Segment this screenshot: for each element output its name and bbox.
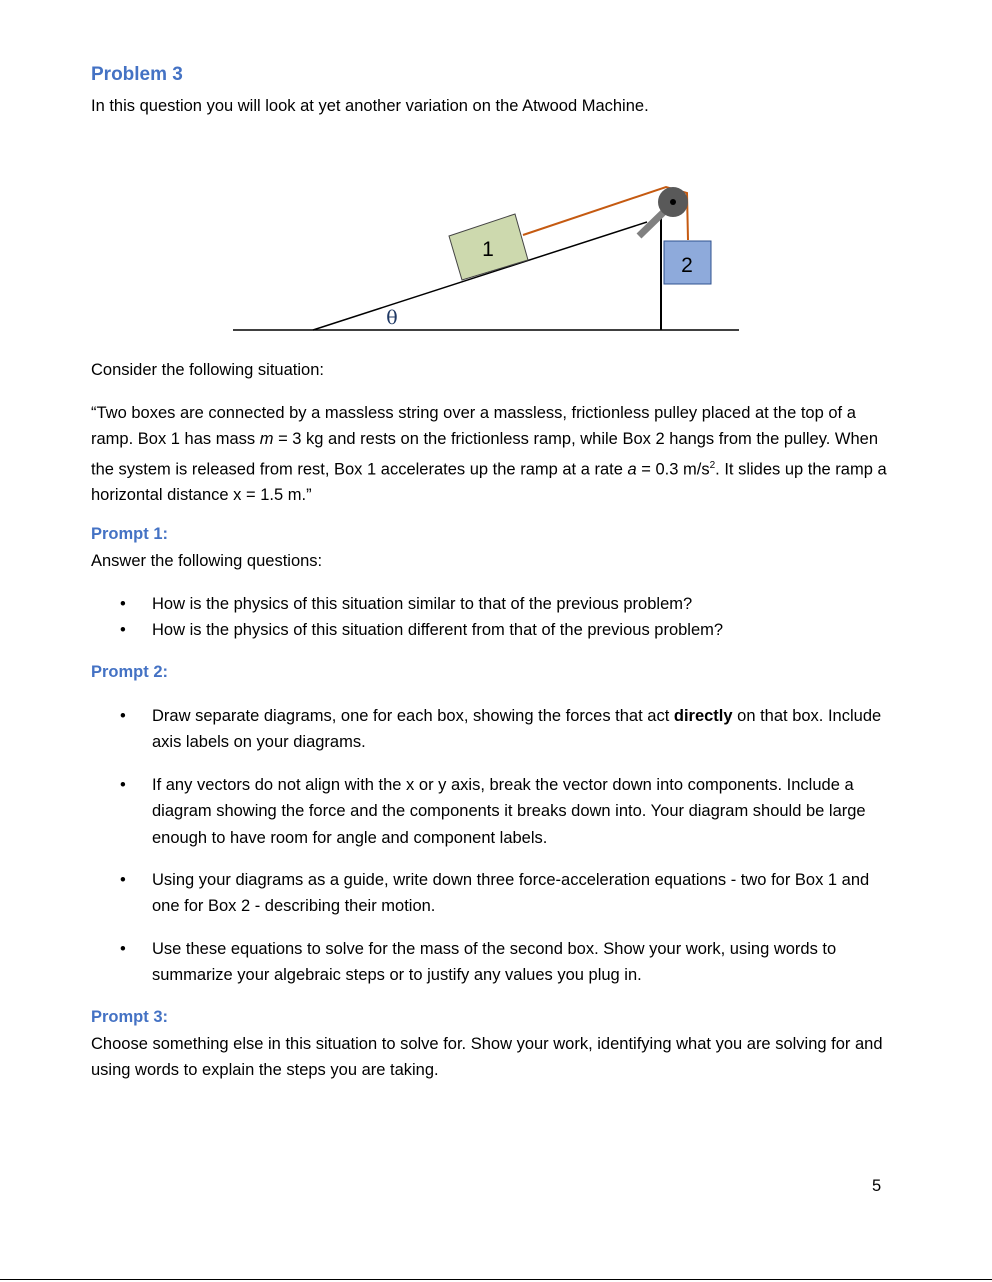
prompt-2-bullet-2: If any vectors do not align with the x or y axis, break the vector down into components. Include a diagram showing the force and the components it breaks down into. Your diagram should be large enough to have room for angle and component labels. [152,776,866,847]
box-1 [449,214,528,280]
prompt-2-heading: Prompt 2: [91,663,169,681]
bullet-marker: • [120,621,126,639]
problem-title: Problem 3 [91,64,183,85]
bullet-marker: • [120,595,126,613]
page-bottom-rule [0,1279,992,1280]
prompt-1-lead: Answer the following questions: [91,552,323,570]
pulley [658,187,688,217]
atwood-ramp-diagram [230,176,742,336]
page-number: 5 [872,1177,882,1195]
box-2 [664,241,711,284]
prompt-3-heading: Prompt 3: [91,1008,169,1026]
bullet-marker: • [120,776,126,794]
prompt-2-bullet-4: Use these equations to solve for the mass of the second box. Show your work, using words to summarize your algebraic steps or to justify any values you plug in. [152,940,837,985]
bullet-marker: • [120,707,126,725]
bullet-marker: • [120,940,126,958]
theta-label: θ [386,307,398,329]
pulley-axle [670,199,676,205]
box-2-label: 2 [681,254,693,277]
prompt-1-bullet-2: How is the physics of this situation different from that of the previous problem? [152,621,724,639]
prompt-1-bullet-1: How is the physics of this situation similar to that of the previous problem? [152,595,693,613]
prompt-3-text: Choose something else in this situation to solve for. Show your work, identifying what you are solving for and using words to explain the steps you are taking. [91,1035,883,1080]
bullet-marker: • [120,871,126,889]
box-1-label: 1 [482,238,494,261]
situation-lead: Consider the following situation: [91,361,324,379]
prompt-1-heading: Prompt 1: [91,525,169,543]
prompt-2-bullet-1: Draw separate diagrams, one for each box, showing the forces that act directly on that box. Include axis labels on your diagrams. [152,707,882,752]
prompt-2-bullet-3: Using your diagrams as a guide, write down three force-acceleration equations - two for Box 1 and one for Box 2 - describing their motion. [152,871,870,916]
situation-quote: “Two boxes are connected by a massless string over a massless, frictionless pulley placed at the top of a ramp. Box 1 has mass m = 3 kg and rests on the frictionless ramp, while Box 2 hangs from the pulley. When the system is released from rest, Box 1 accelerates up the ramp at a rate a = 0.3 $m/s^2$. It slides up the ramp a horizontal distance x = 1.5 m.” [91,404,887,505]
problem-intro: In this question you will look at yet another variation on the Atwood Machine. [91,97,649,115]
